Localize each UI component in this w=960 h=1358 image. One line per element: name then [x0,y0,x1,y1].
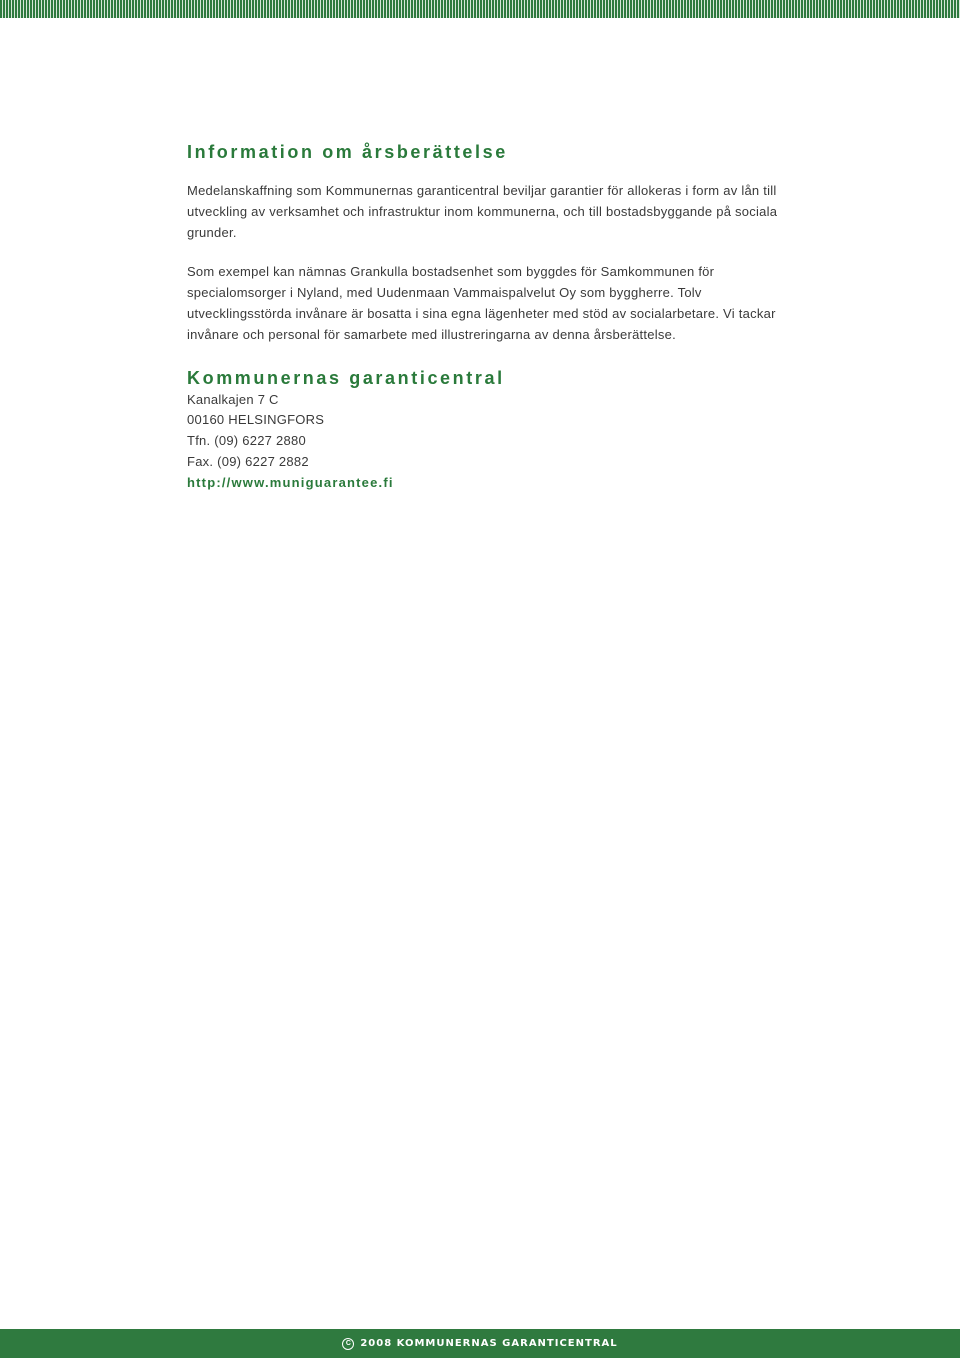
top-decorative-stripe [0,0,960,18]
org-name-heading: Kommunernas garanticentral [187,367,505,388]
info-paragraph-2: Som exempel kan nämnas Grankulla bostadsenhet som byggdes för Samkommunen för specialomsorger i Nyland, med Uudenmaan Vammaispalvelut Oy som byggherre. Tolv utvecklingsstörda invånare är bosatta i sina egna lägenheter med stöd av socialarbetare. Vi tackar invånare och personal för samarbete med illustreringarna av denna årsberättelse. [187,264,776,342]
footer-text: 2008 KOMMUNERNAS GARANTICENTRAL [360,1338,618,1349]
main-content [187,140,787,494]
footer-bar [0,1329,960,1358]
footer-copyright [342,1338,617,1350]
info-paragraph-1: Medelanskaffning som Kommunernas garanticentral beviljar garantier för allokeras i form av lån till utveckling av verksamhet och infrastruktur inom kommunerna, och till bostadsbyggande på sociala grunder. [187,183,778,240]
phone-number: Tfn. (09) 6227 2880 [187,433,306,449]
copyright-icon: C [342,1338,354,1350]
fax-number: Fax. (09) 6227 2882 [187,453,309,469]
address-postal: 00160 HELSINGFORS [187,412,325,428]
address-street: Kanalkajen 7 C [187,391,279,407]
website-link[interactable]: http://www.muniguarantee.fi [187,474,394,490]
info-heading: Information om årsberättelse [187,142,508,162]
